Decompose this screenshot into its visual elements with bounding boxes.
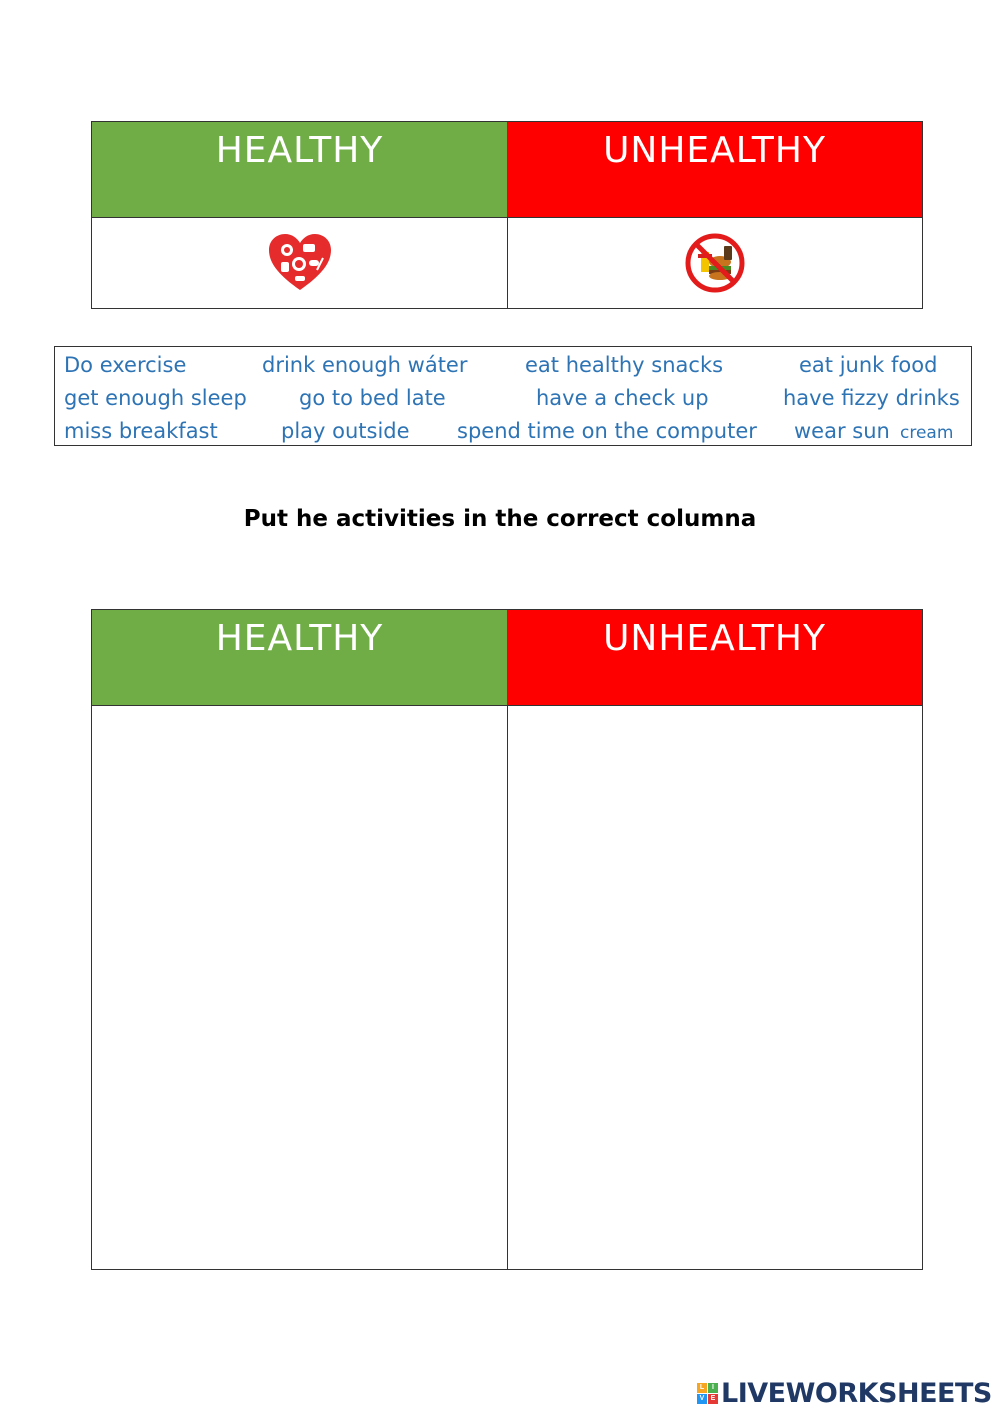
word-item-suffix: cream	[900, 423, 954, 443]
logo-text: LIVEWORKSHEETS	[721, 1378, 992, 1409]
word-item: play outside	[281, 419, 410, 443]
word-item: eat junk food	[799, 353, 938, 377]
unhealthy-icon-cell	[507, 218, 922, 308]
answer-table	[91, 609, 923, 1270]
logo-letter: V	[697, 1394, 707, 1404]
word-item: eat healthy snacks	[525, 353, 724, 377]
unhealthy-column-header: UNHEALTHY	[507, 610, 922, 705]
no-junk-food-icon	[684, 232, 746, 294]
healthy-icon-cell	[92, 218, 507, 308]
logo-letter: I	[708, 1383, 718, 1393]
word-item: get enough sleep	[64, 386, 247, 410]
heart-food-icon	[267, 232, 333, 294]
answer-row	[92, 705, 922, 1269]
logo-letter: E	[708, 1394, 718, 1404]
word-item: wear sun	[794, 419, 890, 443]
unhealthy-drop-zone[interactable]	[507, 706, 922, 1269]
logo-letter: L	[697, 1383, 707, 1393]
healthy-column-header: HEALTHY	[92, 610, 507, 705]
word-item: go to bed late	[299, 386, 446, 410]
word-item: spend time on the computer	[457, 419, 757, 443]
healthy-header: HEALTHY	[92, 122, 507, 217]
word-item: miss breakfast	[64, 419, 218, 443]
reference-table	[91, 121, 923, 309]
liveworksheets-logo[interactable]	[697, 1378, 992, 1409]
reference-icon-row	[92, 217, 922, 308]
word-item: Do exercise	[64, 353, 187, 377]
logo-mark-icon	[697, 1383, 718, 1404]
healthy-drop-zone[interactable]	[92, 706, 507, 1269]
answer-header-row	[92, 610, 922, 705]
instruction-text: Put he activities in the correct columna	[243, 506, 757, 532]
word-item: have fizzy drinks	[783, 386, 960, 410]
word-item: drink enough wáter	[262, 353, 468, 377]
word-bank	[54, 346, 972, 446]
unhealthy-header: UNHEALTHY	[507, 122, 922, 217]
reference-header-row	[92, 122, 922, 217]
word-item: have a check up	[536, 386, 709, 410]
